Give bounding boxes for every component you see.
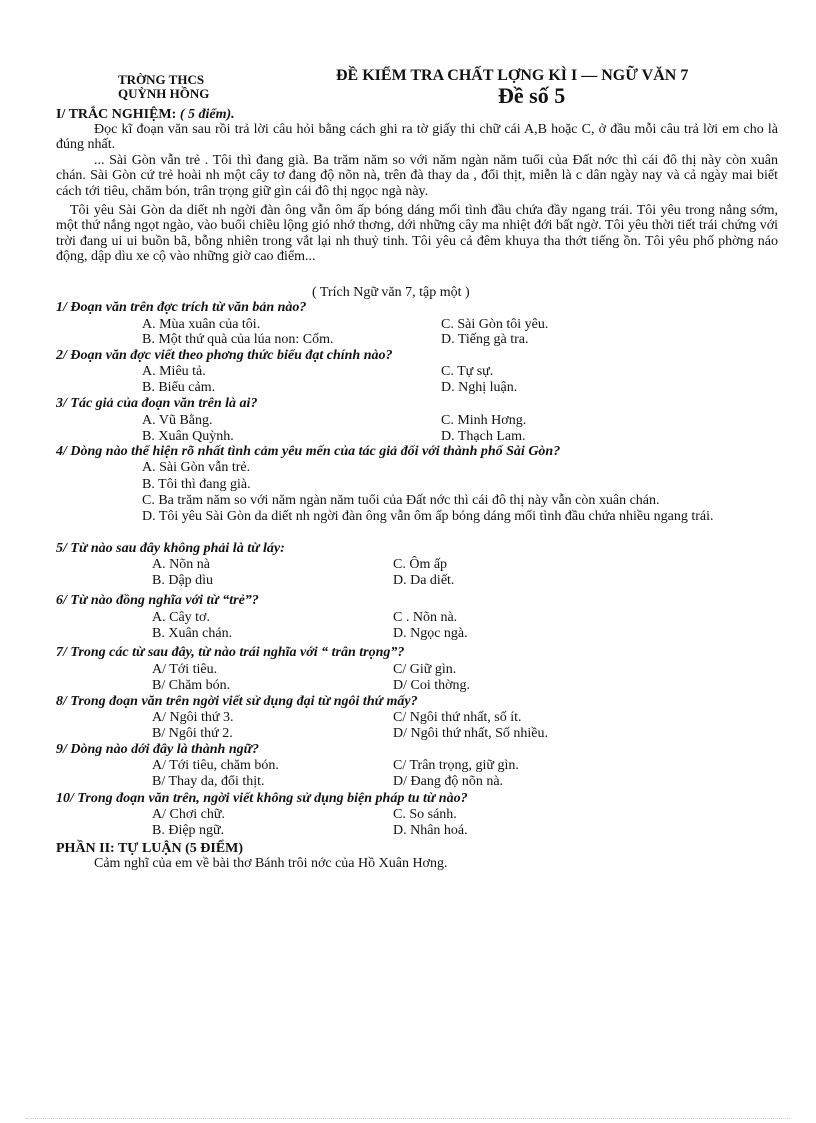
instruction: Đọc kĩ đoạn văn sau rồi trả lời câu hỏi bằng cách ghi ra tờ giấy thi chữ cái A,B hoặc C, ở đầu mỗi câu trả lời em cho là đúng nhất. — [56, 122, 778, 153]
question-5: 5/ Từ nào sau đây không phải là từ láy: — [56, 541, 285, 556]
q9-option-c: C/ Trân trọng, giữ gìn. — [393, 758, 519, 773]
q10-option-d: D. Nhân hoá. — [393, 823, 468, 838]
q9-option-d: D/ Đang độ nõn nà. — [393, 774, 504, 789]
q4-option-a: A. Sài Gòn vẫn trẻ. — [142, 460, 251, 475]
part1-heading-row — [56, 107, 235, 122]
passage-paragraph-1: ... Sài Gòn vẫn trẻ . Tôi thì đang già. Ba trăm năm so với năm ngàn năm tuổi của Đất nớc thì cái đô thị này còn xuân chán. Sài Gòn cứ trẻ hoài nh một cây tơ đang độ nõn nà, trên đà thay da , đổi thịt, miễn là c dân ngày nay và cả ngày mai biết cách tới tiêu, chăm bón, trân trọng giữ gìn cái đô thị ngọc ngà này. — [56, 153, 778, 199]
q5-option-c: C. Ôm ấp — [393, 557, 448, 572]
q8-option-c: C/ Ngôi thứ nhất, số ít. — [393, 710, 522, 725]
part2-prompt: Cảm nghĩ của em về bài thơ Bánh trôi nớc của Hồ Xuân Hơng. — [94, 856, 448, 871]
part1-heading: I/ TRẮC NGHIỆM: — [56, 107, 177, 122]
q7-option-b: B/ Chăm bón. — [152, 678, 231, 693]
q9-option-a: A/ Tới tiêu, chăm bón. — [152, 758, 279, 773]
passage-paragraph-2: Tôi yêu Sài Gòn da diết nh ngời đàn ông vẫn ôm ấp bóng dáng mối tình đầu chứa đầy ngang trái. Tôi yêu trong nắng sớm, một thứ nắng ngọt ngào, vào buổi chiều lộng gió nhớ thơng, dới những cây ma nhiệt đới bất ngờ. Tôi yêu thời tiết trái chứng với trời đang ui ui buồn bã, bỗng nhiên trong vắt lại nh thuỷ tinh. Tôi yêu cả đêm khuya tha thớt tiếng ồn. Tôi yêu phố phờng náo động, dập dìu xe cộ vào những giờ cao điểm... — [56, 203, 778, 264]
exam-title: ĐỀ KIỂM TRA CHẤT LỢNG KÌ I — NGỮ VĂN 7 — [336, 67, 689, 84]
question-10: 10/ Trong đoạn văn trên, ngời viết không sử dụng biện pháp tu từ nào? — [56, 791, 468, 806]
passage-source: ( Trích Ngữ văn 7, tập một ) — [312, 285, 470, 300]
part1-points: ( 5 điểm). — [179, 107, 235, 122]
q5-option-d: D. Da diết. — [393, 573, 455, 588]
q1-option-b: B. Một thứ quà của lúa non: Cốm. — [142, 332, 334, 347]
question-7: 7/ Trong các từ sau đây, từ nào trái nghĩa với “ trân trọng”? — [56, 645, 405, 660]
question-2: 2/ Đoạn văn đợc viết theo phơng thức biểu đạt chính nào? — [56, 348, 393, 363]
q10-option-c: C. So sánh. — [393, 807, 457, 822]
question-8: 8/ Trong đoạn văn trên ngời viết sử dụng đại từ ngôi thứ mấy? — [56, 694, 418, 709]
q8-option-d: D/ Ngôi thứ nhất, Số nhiều. — [393, 726, 548, 741]
school-name-line2: QUỲNH HỒNG — [118, 86, 210, 101]
question-3: 3/ Tác giả của đoạn văn trên là ai? — [56, 396, 258, 411]
q3-option-b: B. Xuân Quỳnh. — [142, 429, 234, 444]
q1-option-a: A. Mùa xuân của tôi. — [142, 317, 261, 332]
q6-option-a: A. Cây tơ. — [152, 610, 210, 625]
q2-option-a: A. Miêu tả. — [142, 364, 206, 379]
q6-option-b: B. Xuân chán. — [152, 626, 233, 641]
part2-heading: PHẦN II: TỰ LUẬN (5 ĐIỂM) — [56, 841, 244, 856]
q8-option-b: B/ Ngôi thứ 2. — [152, 726, 233, 741]
q7-option-d: D/ Coi thờng. — [393, 678, 471, 693]
q3-option-c: C. Minh Hơng. — [441, 413, 527, 428]
q4-option-d: D. Tôi yêu Sài Gòn da diết nh ngời đàn ông vẫn ôm ấp bóng dáng mối tình đầu chứa nhiều ngang trái. — [142, 509, 714, 524]
q2-option-d: D. Nghị luận. — [441, 380, 518, 395]
q9-option-b: B/ Thay da, đổi thịt. — [152, 774, 265, 789]
q1-option-c: C. Sài Gòn tôi yêu. — [441, 317, 549, 332]
question-6: 6/ Từ nào đồng nghĩa với từ “trẻ”? — [56, 593, 259, 608]
q5-option-a: A. Nõn nà — [152, 557, 210, 572]
q7-option-c: C/ Giữ gìn. — [393, 662, 457, 677]
q8-option-a: A/ Ngôi thứ 3. — [152, 710, 234, 725]
q2-option-c: C. Tự sự. — [441, 364, 494, 379]
q6-option-c: C . Nõn nà. — [393, 610, 458, 625]
q6-option-d: D. Ngọc ngà. — [393, 626, 468, 641]
q7-option-a: A/ Tới tiêu. — [152, 662, 218, 677]
q5-option-b: B. Dập dìu — [152, 573, 214, 588]
school-name-line1: TRỜNG THCS — [118, 72, 205, 87]
q4-option-c: C. Ba trăm năm so với năm ngàn năm tuổi của Đất nớc thì cái đô thị này vẫn còn xuân chán. — [142, 493, 660, 508]
question-4: 4/ Dòng nào thể hiện rõ nhất tình cảm yêu mến của tác giả đối với thành phố Sài Gòn? — [56, 444, 561, 459]
question-9: 9/ Dòng nào dới đây là thành ngữ? — [56, 742, 259, 757]
q4-option-b: B. Tôi thì đang già. — [142, 477, 251, 492]
q2-option-b: B. Biểu cảm. — [142, 380, 216, 395]
q3-option-a: A. Vũ Bằng. — [142, 413, 213, 428]
q1-option-d: D. Tiếng gà tra. — [441, 332, 529, 347]
q10-option-b: B. Điệp ngữ. — [152, 823, 225, 838]
q10-option-a: A/ Chơi chữ. — [152, 807, 225, 822]
q3-option-d: D. Thạch Lam. — [441, 429, 526, 444]
exam-number: Đề số 5 — [498, 83, 566, 108]
page-bottom-divider — [26, 1118, 790, 1119]
question-1: 1/ Đoạn văn trên đợc trích từ văn bản nào? — [56, 300, 307, 315]
